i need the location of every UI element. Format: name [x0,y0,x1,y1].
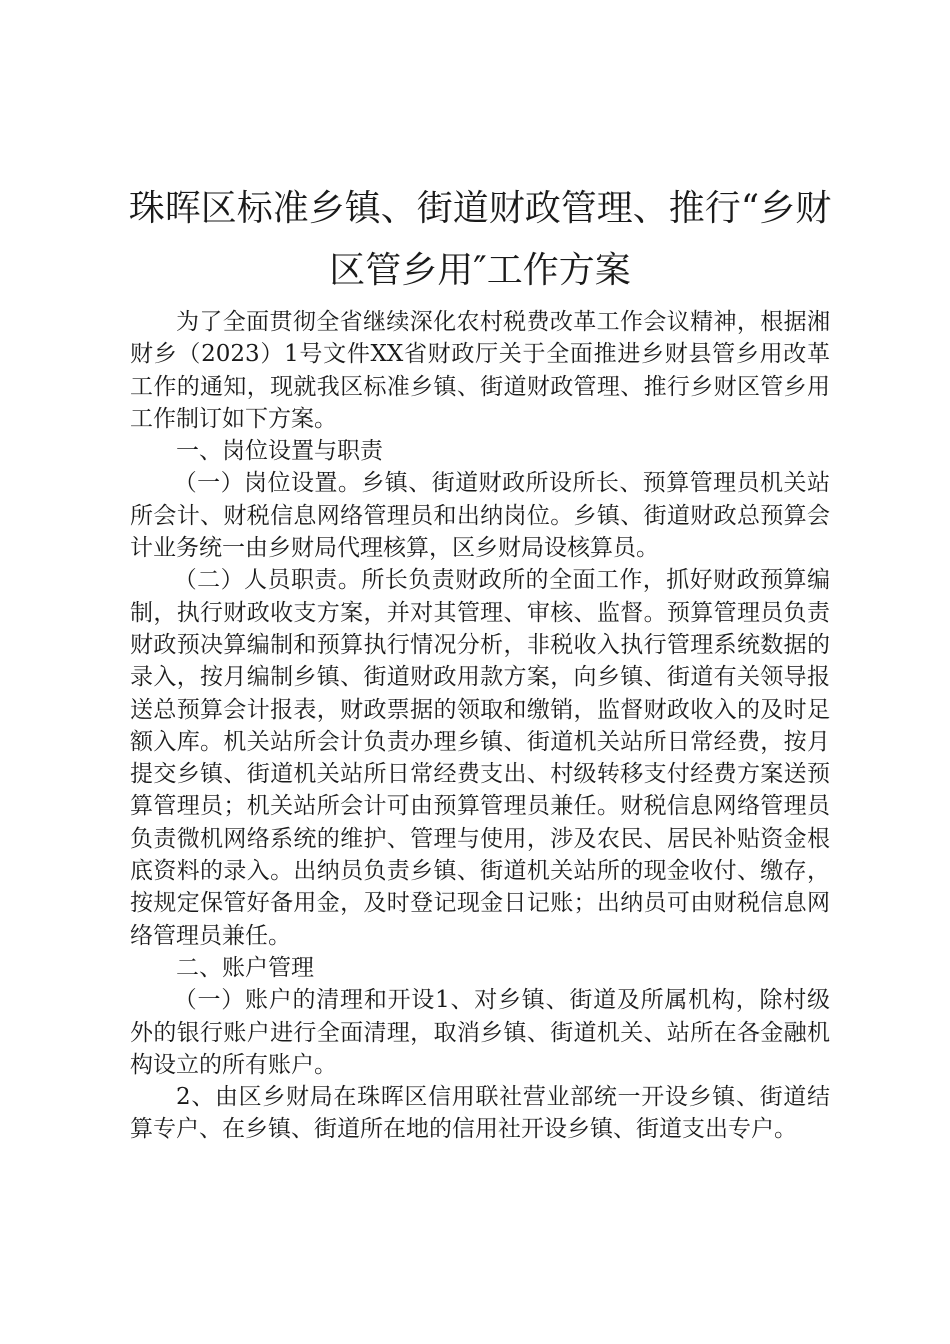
section-heading-1: 一、岗位设置与职责 [176,438,383,465]
paragraph-post-setup: （一）岗位设置。乡镇、街道财政所设所长、预算管理员机关站所会计、财税信息网络管理员和出纳岗位。乡镇、街道财政总预算会计业务统一由乡财局代理核算，区乡财局设核算员。 [130,470,830,562]
paragraph-account-cleanup: （一）账户的清理和开设1、对乡镇、街道及所属机构，除村级外的银行账户进行全面清理，取消乡镇、街道机关、站所在各金融机构设立的所有账户。 [130,987,830,1078]
intro-paragraph: 为了全面贯彻全省继续深化农村税费改革工作会议精神，根据湘财乡（2023）1号文件XX省财政厅关于全面推进乡财县管乡用改革工作的通知，现就我区标准乡镇、街道财政管理、推行乡财区管乡用工作制订如下方案。 [130,309,830,432]
paragraph-staff-duties: （二）人员职责。所长负责财政所的全面工作，抓好财政预算编制，执行财政收支方案，并对其管理、审核、监督。预算管理员负责财政预决算编制和预算执行情况分析，非税收入执行管理系统数据的录入，按月编制乡镇、街道财政用款方案，向乡镇、街道有关领导报送总预算会计报表，财政票据的领取和缴销，监督财政收入的及时足额入库。机关站所会计负责办理乡镇、街道机关站所日常经费，按月提交乡镇、街道机关站所日常经费支出、村级转移支付经费方案送预算管理员；机关站所会计可由预算管理员兼任。财税信息网络管理员负责微机网络系统的维护、管理与使用，涉及农民、居民补贴资金根底资料的录入。出纳员负责乡镇、街道机关站所的现金收付、缴存，按规定保管好备用金，及时登记现金日记账；出纳员可由财税信息网络管理员兼任。 [130,567,830,949]
title-line-2: 区管乡用″工作方案 [329,250,631,291]
paragraph-account-opening: 2、由区乡财局在珠晖区信用联社营业部统一开设乡镇、街道结算专户、在乡镇、街道所在地的信用社开设乡镇、街道支出专户。 [130,1084,830,1143]
document-page [130,178,830,1146]
document-body [130,306,830,1146]
document-title [100,178,860,302]
title-line-1: 珠晖区标准乡镇、街道财政管理、推行“乡财 [128,188,832,229]
section-heading-2: 二、账户管理 [176,954,314,981]
